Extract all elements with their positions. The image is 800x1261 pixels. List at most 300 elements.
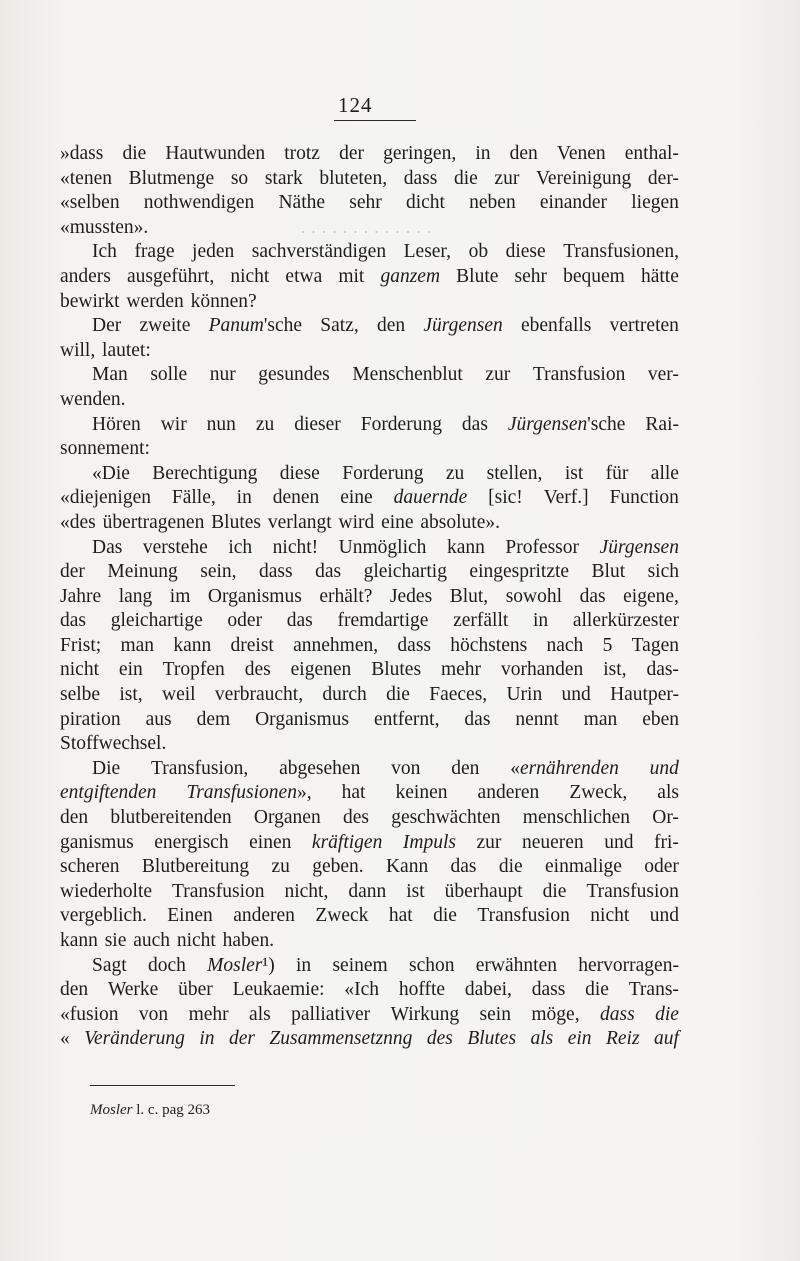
word: einmalige: [545, 856, 622, 878]
word: Menschenblut: [352, 364, 463, 386]
word: dieser: [294, 413, 341, 435]
word: oder: [227, 610, 263, 632]
paragraph: [60, 954, 679, 1052]
word: ver-: [647, 364, 679, 386]
word: fri-: [654, 831, 679, 853]
word: ist: [564, 462, 584, 484]
word: Meinung: [107, 561, 178, 583]
word: geschwächten: [391, 807, 501, 829]
text-line: [60, 560, 679, 585]
word: sehr: [349, 192, 382, 214]
word: nur: [209, 364, 236, 386]
word: enthal-: [624, 143, 679, 164]
word: verstehe: [142, 536, 208, 558]
word: ein: [118, 659, 143, 681]
word: Jahre: [60, 585, 102, 607]
paragraph: [60, 536, 679, 757]
word: etwa: [285, 265, 323, 287]
word: die: [655, 1003, 679, 1025]
text-line: [60, 265, 679, 290]
word: Wirkung: [390, 1003, 460, 1025]
word: der-: [647, 167, 679, 189]
word: bewirkt: [60, 290, 120, 312]
word: das: [464, 708, 491, 730]
word: die: [542, 880, 567, 902]
text-line: [60, 609, 679, 634]
show-through-text: · · · · · · · · · · · · ·: [300, 222, 432, 242]
word: das: [579, 585, 606, 607]
word: sein: [479, 1003, 511, 1025]
paragraph: [60, 413, 679, 462]
text-line: [60, 658, 679, 683]
text-line: [60, 732, 679, 757]
text-line: [60, 781, 679, 806]
word: lautet:: [102, 339, 151, 361]
word: neben: [469, 192, 516, 214]
word: das: [450, 856, 477, 878]
text-line: [60, 880, 679, 905]
word: keinen: [395, 782, 448, 804]
word: überhaupt: [444, 880, 523, 902]
word: frage: [134, 241, 175, 263]
word: Man: [92, 364, 128, 386]
word: eingespritzte: [469, 561, 570, 583]
word: weil: [161, 684, 196, 706]
word: scheren: [60, 856, 120, 878]
word: Blutes: [211, 511, 261, 533]
word: erwähnten: [475, 954, 557, 976]
word: einander: [539, 192, 608, 214]
word: «diejenigen: [60, 487, 151, 509]
word: abgesehen: [279, 757, 361, 779]
word: Transfusion: [532, 364, 626, 386]
word: solle: [150, 364, 188, 386]
word: hervorragen-: [578, 954, 679, 976]
word: in: [199, 1028, 215, 1050]
word: «fusion: [60, 1003, 119, 1025]
word: gleichartig: [363, 561, 447, 583]
word: menschlichen: [522, 807, 631, 829]
word: 5: [602, 634, 613, 656]
word: im: [169, 585, 191, 607]
word: hoffte: [398, 979, 446, 1001]
word: Jedes: [389, 585, 433, 607]
word: einen: [249, 831, 292, 853]
text-line: [60, 904, 679, 929]
word: zur: [485, 364, 511, 386]
text-line: [60, 191, 679, 216]
word: eben: [642, 708, 679, 730]
word: Leser,: [403, 241, 452, 263]
word: Veränderung: [84, 1028, 185, 1050]
word: ganzem: [380, 265, 441, 287]
word: anderen: [233, 905, 295, 927]
word: geben.: [312, 856, 364, 878]
text-line: [60, 1027, 679, 1052]
word: das: [60, 610, 86, 632]
word: Transfusion: [477, 905, 570, 927]
word: Der: [92, 315, 122, 337]
word: den: [376, 315, 406, 337]
word: kann: [173, 634, 212, 656]
word: Satz,: [320, 315, 359, 337]
word: Forderung: [360, 413, 442, 435]
text-line: [60, 167, 679, 192]
word: stellen,: [486, 462, 543, 484]
word: diese: [505, 241, 546, 263]
word: werden: [126, 290, 184, 312]
word: Näthe: [278, 192, 326, 214]
word: Werke: [107, 979, 159, 1001]
word: zur: [494, 167, 520, 189]
word: nothwendigen: [143, 192, 255, 214]
word: in: [475, 143, 491, 164]
word: dass: [259, 561, 293, 583]
word: wir: [160, 413, 187, 435]
text-line: [60, 536, 679, 561]
word: dreist: [230, 634, 274, 656]
word: Jürgensen'sche: [507, 413, 626, 435]
word: sie: [104, 930, 127, 951]
word: nicht,: [284, 880, 329, 902]
word: bluteten,: [319, 167, 388, 189]
word: sein,: [200, 561, 237, 583]
word: Stoffwechsel.: [60, 733, 167, 755]
text-line: [60, 339, 679, 364]
word: von: [138, 1003, 169, 1025]
word: zu: [271, 856, 290, 878]
paragraph: [60, 462, 679, 536]
word: entgiftenden: [60, 782, 157, 804]
word: zur: [476, 831, 502, 853]
word: Jürgensen: [423, 315, 503, 337]
word: lang: [118, 585, 153, 607]
word: sich: [647, 561, 679, 583]
word: dass: [531, 979, 566, 1001]
paragraph: [60, 363, 679, 412]
word: zu: [255, 413, 275, 435]
word: nicht!: [272, 536, 319, 558]
word: des: [426, 1028, 453, 1050]
word: eigenen: [290, 659, 352, 681]
footnote: [90, 1102, 210, 1119]
word: kann: [60, 930, 98, 951]
word: dass: [397, 634, 432, 656]
word: Jürgensen: [599, 536, 679, 558]
text-line: [60, 314, 679, 339]
word: als: [530, 1028, 554, 1050]
word: die: [585, 979, 609, 1001]
word: Impuls: [402, 831, 456, 853]
text-line: [60, 216, 679, 241]
text-line: [60, 929, 679, 954]
word: Forderung: [342, 462, 424, 484]
text-line: [60, 708, 679, 733]
word: Kann: [385, 856, 429, 878]
word: ist,: [603, 659, 627, 681]
word: Transfusion: [586, 880, 679, 902]
footnote-rule: [90, 1085, 235, 1086]
word: «Die: [92, 462, 130, 484]
header-rule: [334, 120, 416, 121]
word: den: [509, 143, 538, 164]
word: Fälle,: [171, 487, 216, 509]
word: gleichartige: [110, 610, 203, 632]
word: Hören: [92, 413, 141, 435]
word: kräftigen: [311, 831, 383, 853]
word: liegen: [631, 192, 679, 214]
word: energisch: [154, 831, 229, 853]
word: Mosler¹): [207, 954, 275, 976]
word: vorhanden: [500, 659, 584, 681]
word: Blutes: [467, 1028, 517, 1050]
word: ebenfalls: [520, 315, 592, 337]
word: Unmöglich: [338, 536, 427, 558]
word: bequem: [563, 265, 625, 287]
word: nennt: [515, 708, 559, 730]
word: anders: [60, 265, 111, 287]
text-line: [60, 978, 679, 1003]
word: Berechtigung: [152, 462, 258, 484]
word: wenden.: [60, 388, 126, 410]
word: stark: [264, 167, 303, 189]
word: ist,: [119, 684, 143, 706]
word: sehr: [514, 265, 548, 287]
word: zu: [445, 462, 465, 484]
text-line: [60, 413, 679, 438]
word: die: [498, 856, 523, 878]
word: [sic!: [488, 487, 523, 509]
word: wird: [338, 511, 375, 533]
body-text: [60, 142, 679, 1052]
word: auch: [133, 930, 171, 951]
word: Blutbereitung: [141, 856, 250, 878]
word: in: [236, 487, 252, 509]
word: ich: [228, 536, 253, 558]
word: eigene,: [623, 585, 679, 607]
word: Faeces,: [429, 684, 488, 706]
word: Organismus: [255, 708, 349, 730]
word: Die: [92, 757, 121, 779]
word: eine: [381, 511, 414, 533]
text-line: [60, 683, 679, 708]
word: erhält?: [319, 585, 373, 607]
word: sonnement:: [60, 438, 150, 460]
word: dass: [599, 1003, 635, 1025]
word: «selben: [60, 192, 120, 214]
word: Transfusionen»,: [186, 782, 312, 804]
word: eine: [340, 487, 373, 509]
word: Hautwunden: [165, 143, 266, 164]
word: das-: [646, 659, 679, 681]
word: seinem: [332, 954, 388, 976]
word: für: [605, 462, 629, 484]
word: die: [433, 905, 457, 927]
word: und: [649, 757, 679, 779]
word: aus: [145, 708, 172, 730]
word: Das: [92, 536, 123, 558]
word: zweite: [139, 315, 191, 337]
word: Blut,: [449, 585, 489, 607]
word: Zweck,: [569, 782, 628, 804]
word: Transfusion,: [150, 757, 249, 779]
word: Zusammensetznng: [269, 1028, 413, 1050]
word: Trans-: [628, 979, 679, 1001]
text-line: [60, 290, 679, 315]
word: Einen: [167, 905, 213, 927]
word: Frist;: [60, 634, 102, 656]
word: das: [461, 413, 488, 435]
word: Urin: [506, 684, 543, 706]
word: Or-: [652, 807, 679, 829]
word: gesundes: [258, 364, 330, 386]
word: auf: [653, 1028, 679, 1050]
word: «mussten».: [60, 216, 149, 238]
word: verbraucht,: [214, 684, 304, 706]
word: Professor: [505, 536, 580, 558]
word: und: [561, 684, 591, 706]
text-line: [60, 462, 679, 487]
word: das: [315, 561, 342, 583]
word: hat: [388, 905, 413, 927]
word: piration: [60, 708, 121, 730]
word: blutbereitenden: [110, 807, 232, 829]
paragraph: [60, 314, 679, 363]
word: Reiz: [605, 1028, 640, 1050]
word: sowohl: [505, 585, 563, 607]
word: doch: [147, 954, 186, 976]
word: vertreten: [609, 315, 679, 337]
word: allerkürzester: [572, 610, 679, 632]
word: mit: [338, 265, 365, 287]
text-line: [60, 486, 679, 511]
word: «Ich: [344, 979, 380, 1001]
word: Organismus: [207, 585, 302, 607]
word: Ich: [92, 241, 117, 263]
word: der: [228, 1028, 255, 1050]
word: kann: [446, 536, 485, 558]
word: und: [604, 831, 634, 853]
text-line: [60, 437, 679, 462]
paragraph: [60, 240, 679, 314]
word: jeden: [192, 241, 235, 263]
footnote-author: Mosler: [90, 1102, 133, 1118]
word: will,: [60, 339, 96, 361]
word: dicht: [405, 192, 445, 214]
word: verlangt: [267, 511, 332, 533]
word: Blute: [456, 265, 499, 287]
word: den: [60, 807, 89, 829]
word: ausgeführt,: [127, 265, 215, 287]
word: »dass: [60, 143, 104, 164]
text-line: [60, 363, 679, 388]
word: dass: [403, 167, 438, 189]
text-line: [60, 855, 679, 880]
word: ein: [567, 1028, 592, 1050]
word: Venen: [556, 143, 606, 164]
word: als: [657, 782, 679, 804]
word: höchstens: [450, 634, 528, 656]
word: des: [244, 659, 271, 681]
word: der: [339, 143, 364, 164]
word: «: [60, 1028, 70, 1050]
word: nicht: [590, 905, 630, 927]
word: Function: [609, 487, 679, 509]
paragraph: [60, 757, 679, 954]
text-line: [60, 634, 679, 659]
word: Tropfen: [162, 659, 225, 681]
word: in: [296, 954, 312, 976]
word: Panum'sche: [208, 315, 303, 337]
word: Zweck: [315, 905, 369, 927]
word: Transfusionen,: [563, 241, 679, 263]
word: der: [60, 561, 85, 583]
word: dem: [196, 708, 231, 730]
word: entfernt,: [373, 708, 440, 730]
text-line: [60, 142, 679, 167]
word: und: [649, 905, 679, 927]
text-line: [60, 1003, 679, 1028]
word: geringen,: [383, 143, 457, 164]
word: «ernährenden: [510, 757, 619, 779]
page-number: 124: [338, 93, 373, 117]
word: nicht: [60, 659, 99, 681]
word: Transfusion: [172, 880, 265, 902]
word: das: [286, 610, 313, 632]
word: zerfällt: [453, 610, 509, 632]
word: Rai-: [645, 413, 679, 435]
word: Vereinigung: [535, 167, 632, 189]
word: ist: [406, 880, 425, 902]
word: «des: [60, 511, 96, 533]
text-line: [60, 954, 679, 979]
word: man: [120, 634, 155, 656]
footnote-text: l. c. pag 263: [132, 1102, 210, 1118]
word: diese: [279, 462, 320, 484]
word: nach: [546, 634, 584, 656]
word: den: [60, 979, 89, 1001]
word: nicht: [176, 930, 216, 951]
text-line: [60, 831, 679, 856]
word: alle: [650, 462, 679, 484]
word: möge,: [531, 1003, 580, 1025]
word: Verf.]: [543, 487, 589, 509]
word: nun: [206, 413, 236, 435]
word: hätte: [640, 265, 679, 287]
text-line: [60, 757, 679, 782]
word: die: [386, 684, 410, 706]
word: in: [533, 610, 549, 632]
word: nicht: [230, 265, 270, 287]
word: Blutmenge: [128, 167, 215, 189]
word: den: [451, 757, 480, 779]
word: wiederholte: [60, 880, 153, 902]
word: mehr: [188, 1003, 229, 1025]
word: fremdartige: [337, 610, 429, 632]
word: haben.: [222, 930, 275, 951]
word: schon: [408, 954, 455, 976]
text-line: [60, 511, 679, 536]
word: über: [178, 979, 213, 1001]
word: man: [583, 708, 618, 730]
text-line: [60, 585, 679, 610]
word: dauernde: [393, 487, 468, 509]
word: annehmen,: [293, 634, 379, 656]
word: dann: [348, 880, 387, 902]
word: sachverständigen: [251, 241, 387, 263]
word: neueren: [521, 831, 584, 853]
word: denen: [272, 487, 320, 509]
